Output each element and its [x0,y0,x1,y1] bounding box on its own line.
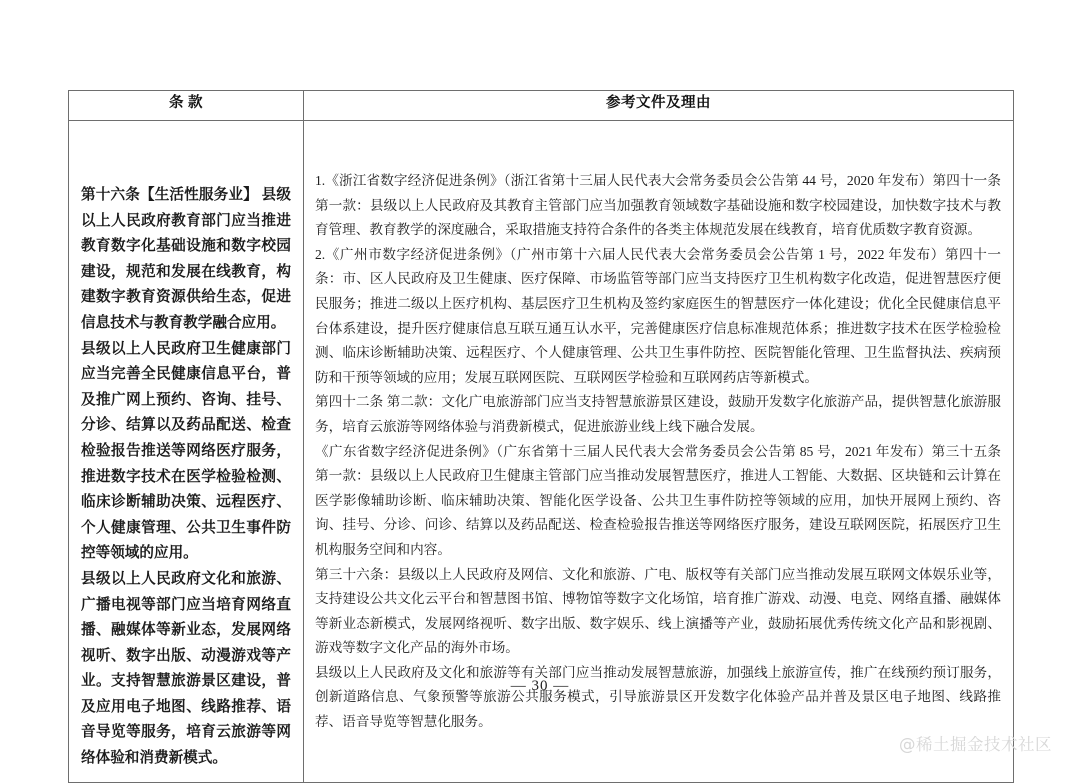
column-header-reference: 参考文件及理由 [304,91,1014,121]
clause-paragraph-2: 县级以上人民政府卫生健康部门应当完善全民健康信息平台，普及推广网上预约、咨询、挂号、分诊、结算以及药品配送、检查检验报告推送等网络医疗服务，推进数字技术在医学检验检测、临床诊断辅助决策、远程医疗、个人健康管理、公共卫生事件防控等领域的应用。 [81,340,291,562]
clause-paragraph-1: 第十六条【生活性服务业】 县级以上人民政府教育部门应当推进教育数字化基础设施和数字校园建设，规范和发展在线教育，构建数字教育资源供给生态，促进信息技术与教育教学融合应用。 [81,187,291,331]
clause-paragraph-3: 县级以上人民政府文化和旅游、广播电视等部门应当培育网络直播、融媒体等新业态，发展网络视听、数字出版、动漫游戏等产业。支持智慧旅游景区建设，普及应用电子地图、线路推荐、语音导览等服务，培育云旅游等网络体验和消费新模式。 [81,570,291,767]
watermark: @稀土掘金技术社区 [899,735,1052,754]
reference-paragraph-5: 第三十六条：县级以上人民政府及网信、文化和旅游、广电、版权等有关部门应当推动发展互联网文体娱乐业等，支持建设公共文化云平台和智慧图书馆、博物馆等数字文化场馆，培育推广游戏、动漫、电竞、网络直播、融媒体等新业态新模式，发展网络视听、数字出版、数字娱乐、线上演播等产业，鼓励拓展优秀传统文化产品和影视剧、游戏等数字文化产品的海外市场。 [315,566,1001,656]
reference-paragraph-4: 《广东省数字经济促进条例》（广东省第十三届人民代表大会常务委员会公告第 85 号，2021 年发布）第三十五条 第一款：县级以上人民政府卫生健康主管部门应当推动发展智慧医疗，推进人工智能、大数据、区块链和云计算在医学影像辅助诊断、临床辅助决策、智能化医学设备、公共卫生事件防控等领域的应用，加快开展网上预约、咨询、挂号、分诊、问诊、结算以及药品配送、检查检验报告推送等网络医疗服务，建设互联网医院，拓展医疗卫生机构服务空间和内容。 [315,443,1001,557]
reference-paragraph-1: 1.《浙江省数字经济促进条例》（浙江省第十三届人民代表大会常务委员会公告第 44 号，2020 年发布）第四十一条 第一款：县级以上人民政府及其教育主管部门应当加强教育领域数字基础设施和数字校园建设，加快数字技术与教育管理、教育教学的深度融合，采取措施支持符合条件的各类主体规范发展在线教育，培育优质数字教育资源。 [315,173,1001,238]
column-header-clause: 条 款 [69,91,304,121]
reference-paragraph-6: 县级以上人民政府及文化和旅游等有关部门应当推动发展智慧旅游，加强线上旅游宣传，推广在线预约预订服务，创新道路信息、气象预警等旅游公共服务模式，引导旅游景区开发数字化体验产品并普及景区电子地图、线路推荐、语音导览等智慧化服务。 [315,664,1001,730]
reference-paragraph-3: 第四十二条 第二款：文化广电旅游部门应当支持智慧旅游景区建设，鼓励开发数字化旅游产品，提供智慧化旅游服务，培育云旅游等网络体验与消费新模式，促进旅游业线上线下融合发展。 [315,394,1001,434]
page-number: — 30 — [510,678,570,694]
reference-paragraph-2: 2.《广州市数字经济促进条例》（广州市第十六届人民代表大会常务委员会公告第 1 号，2022 年发布）第四十一条：市、区人民政府及卫生健康、医疗保障、市场监管等部门应当支持医疗卫生机构数字化改造，促进智慧医疗便民服务；推进二级以上医疗机构、基层医疗卫生机构及签约家庭医生的智慧医疗一体化建设；优化全民健康信息平台体系建设，提升医疗健康信息互联互通互认水平，完善健康医疗信息标准规范体系；推进数字技术在医学检验检测、临床诊断辅助决策、远程医疗、个人健康管理、公共卫生事件防控、医院智能化管理、卫生监督执法、疾病预防和干预等领域的应用；发展互联网医院、互联网医学检验和互联网药店等新模式。 [315,246,1001,385]
table-header-row [69,91,1014,121]
reference-text-block [304,121,1013,745]
